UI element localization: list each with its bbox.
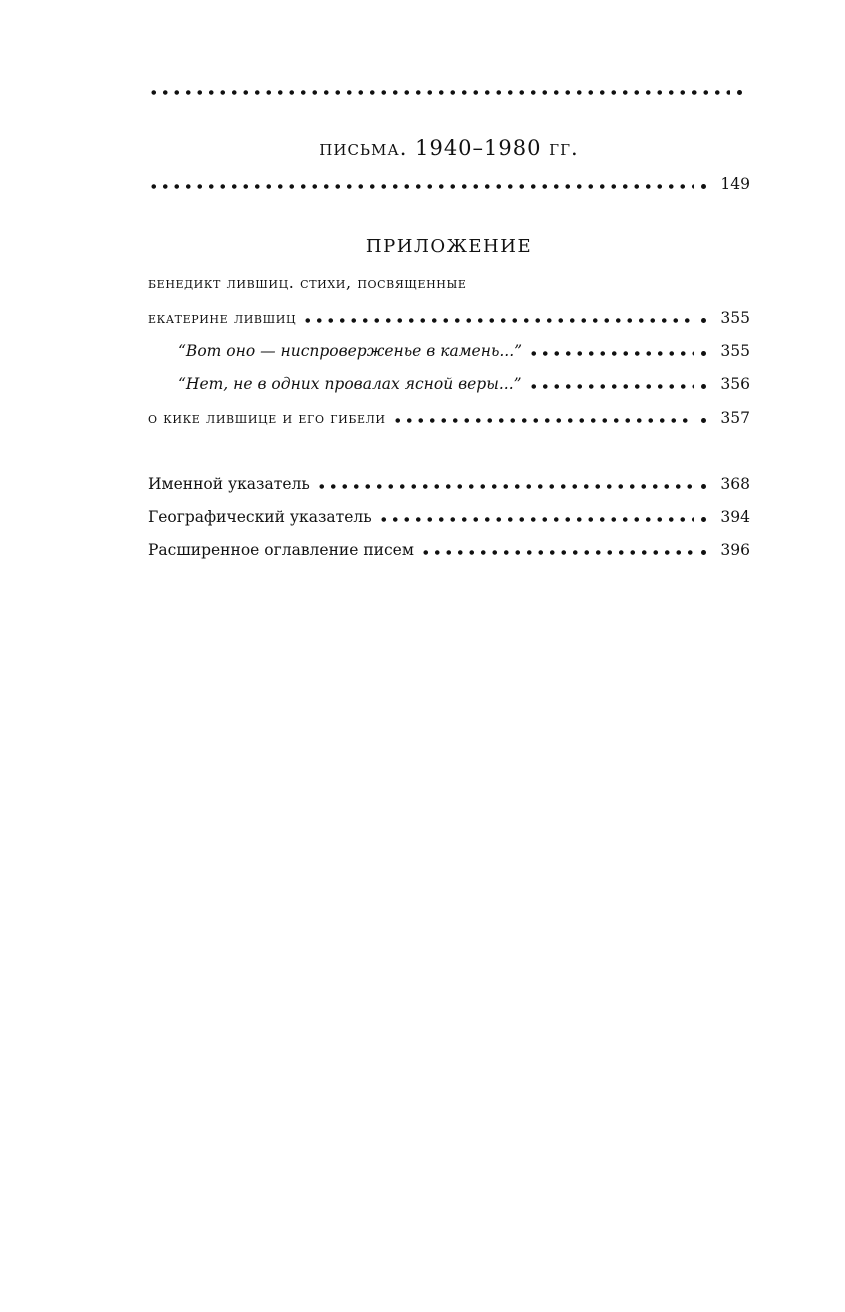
page-number: 357	[720, 409, 750, 427]
toc-row-poem-2[interactable]	[178, 366, 750, 394]
toc-entry-label: “Нет, не в одних провалах ясной веры...”	[178, 375, 522, 393]
page-number: 396	[720, 541, 750, 559]
toc-entry-label: “Вот оно — ниспроверженье в камень...”	[178, 342, 523, 360]
page-number: 355	[720, 342, 750, 360]
page-number: 356	[720, 375, 750, 393]
page-number: 368	[720, 475, 750, 493]
section-heading-appendix: ПРИЛОЖЕНИЕ	[365, 236, 533, 257]
dot-leader	[378, 507, 694, 527]
toc-entry-label: Географический указатель	[148, 508, 372, 526]
leader-end-dot	[694, 308, 714, 328]
toc-row-letters-index[interactable]	[148, 532, 750, 560]
toc-entry-livshits-poems-line1[interactable]: бенедикт лившиц. стихи, посвященные	[148, 273, 467, 292]
leader-end-dot	[694, 507, 714, 527]
dot-leader	[316, 474, 694, 494]
leader-end-dot	[694, 408, 714, 428]
leader-end-dot	[694, 174, 714, 194]
dot-leader	[302, 308, 694, 328]
toc-row-livshits-poems[interactable]	[148, 300, 750, 328]
toc-page	[148, 0, 758, 1312]
leader-end-dot	[694, 374, 714, 394]
section-heading-letters: письма. 1940–1980 гг.	[319, 136, 579, 160]
toc-entry-label: о кике лившице и его гибели	[148, 408, 386, 427]
toc-entry-label: екатерине лившиц	[148, 308, 297, 327]
toc-entry-label: Именной указатель	[148, 475, 310, 493]
toc-row-geo-index[interactable]	[148, 499, 750, 527]
toc-row-name-index[interactable]	[148, 466, 750, 494]
dot-leader	[392, 408, 694, 428]
toc-row-poem-1[interactable]	[178, 333, 750, 361]
toc-row-continuation	[148, 72, 750, 100]
dot-leader	[528, 374, 694, 394]
dot-leader	[528, 341, 694, 361]
leader-end-dot	[694, 540, 714, 560]
page-number: 355	[720, 309, 750, 327]
dot-leader	[148, 80, 730, 100]
page-number: 149	[720, 175, 750, 193]
page-number: 394	[720, 508, 750, 526]
dot-leader	[148, 174, 694, 194]
dot-leader	[420, 540, 694, 560]
toc-row-kika-livshits[interactable]	[148, 400, 750, 428]
leader-end-dot	[694, 474, 714, 494]
toc-row-letters[interactable]	[148, 166, 750, 194]
toc-entry-label: Расширенное оглавление писем	[148, 541, 414, 559]
leader-end-dot	[730, 80, 750, 100]
leader-end-dot	[694, 341, 714, 361]
